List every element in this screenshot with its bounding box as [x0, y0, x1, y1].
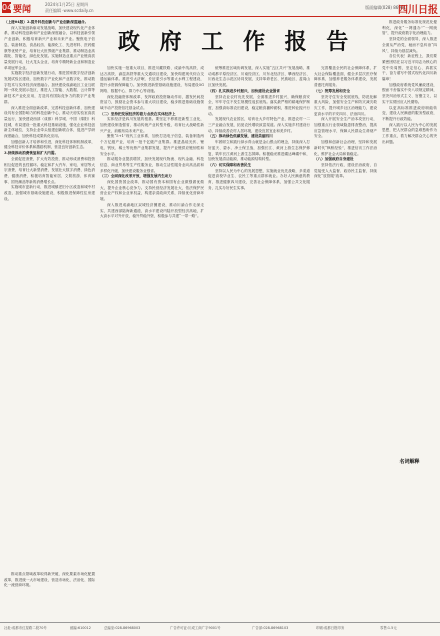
paragraph: 坚持以人民为中心的发展思想，实施就业优先战略，多渠道促进高校毕业生、农民工等重点群体就业。办好人民满意的教育，推进健康四川建设，完善社会保障体系，加强公共文化服务，扎实办好民生实事。 — [208, 168, 310, 190]
paragraph: 推动重点领域改革取得新突破，深化要素市场化配置改革，推进统一大市场建设，营造市场化、法治化、国际化一流营商环境。 — [4, 572, 95, 588]
paragraph: 聚焦“5+1”现代工业体系，加快打造电子信息、装备制造两个万亿级产业，培育一批千亿级产业集群。推进晶硅光伏、锂电、钒钛、稀土等优势产业集群发展，提升产业链供应链韧性和安全水平。 — [100, 134, 204, 156]
paragraph: 发展现代农业园区，培育壮大乡村特色产业，推进农村一二三产业融合发展，拓宽农民增收致富渠道。深入实施乡村建设行动，持续改善农村人居环境，建设宜居宜业和美乡村。 — [208, 117, 310, 133]
paragraph: 推进政务服务标准化规范化便利化，深化“一网通办”“一网统管”，提升政府数字化治理能力。 — [382, 20, 437, 36]
section-heading: （三）全面深化改革开放，增强发展内生动力 — [100, 174, 172, 179]
paragraph: 深入推进成渝地区双城经济圈建设，推动川渝合作走深走实，共建西部陆海新通道，高水平建设内陆开放型经济高地，扩大高水平对外开放，稳外贸稳外资，积极参与共建“一带一路”。 — [100, 202, 204, 219]
article-column-4 — [314, 66, 377, 609]
section-heading: （上接04版）2.提升科技创新与产业创新深度融合。 — [4, 20, 89, 24]
paragraph: 深化国资国企改革，推动国有资本和国有企业做强做优做大，提升企业核心竞争力。支持民营经济发展壮大，依法保护民营企业产权和企业家权益，构建亲清政商关系，持续优化营商环境。 — [100, 180, 204, 202]
footer-price: 零售:1.5元 — [380, 626, 397, 630]
section-heading: （八）加强政府自身建设 — [314, 157, 354, 162]
paragraph: 坚持依法行政，建设法治政府，自觉接受人大监督、政协民主监督，持续深化“放管服”改革。 — [314, 162, 377, 179]
section-brand: 要闻 — [13, 5, 32, 15]
paragraph: 以更高标准推进政府职能转变，建设人民满意的服务型政府，不断提升行政效能。 — [382, 105, 437, 121]
page-number: 04 — [2, 3, 13, 12]
footer-address: 社址:成都市红星路二段70号 — [4, 626, 47, 630]
section-heading: （五）推动绿色低碳发展，建设美丽四川 — [208, 134, 273, 139]
paragraph: 完善覆盖全民的社会保障体系，扩大社会保险覆盖面，健全多层次医疗保障体系，加强养老服务体系建设，发展普惠托育服务。 — [314, 66, 377, 88]
paragraph: 加强政府系统党风廉政建设，锲而不舍落实中央八项规定精神，坚决纠治形式主义、官僚主义，以实干实绩回应人民期待。 — [382, 82, 437, 104]
paragraph: 推动服务业提质增效，加快发展现代物流、现代金融、科技信息、商业贸易等生产性服务业，推动生活性服务业向高品质和多样化升级，加快建设服务业强省。 — [100, 157, 204, 173]
paragraph: 深入践行以人民为中心的发展思想，把人民群众的急难愁盼作为工作重点，着力解决群众关心的突出问题。 — [382, 122, 437, 144]
paragraph: 加强创新人才培养和引进，深化科技体制机制改革，健全科技评价体系和激励机制，营造良好创新生态。 — [4, 139, 95, 150]
footer-ad-phone: 广告部:028-86968103 — [252, 626, 289, 630]
paragraph: 全面促进消费，扩大有效投资，推动形成消费和投资相互促进的良性循环。稳定和扩大汽车、家电、家居等大宗消费，培育壮大新型消费，发展壮大数字消费、绿色消费、健康消费，积极培育智能家居、文娱旅游、体育赛事、国货潮品等新的消费增长点。 — [4, 156, 95, 184]
glossary-heading-mid: 名词解释 — [399, 459, 420, 465]
section-heading: （二）坚持把发展经济的着力点放在实体经济上 — [100, 111, 176, 116]
editor-line: 责任编辑 ·www.scdaily.cn — [45, 8, 94, 13]
paragraph: 实体经济是四川发展的根基。要坚定不移推进新型工业化，加快建设制造强省，推动传统产业转型升级，培育壮大战略性新兴产业，前瞻布局未来产业。 — [100, 117, 204, 133]
article-column-1 — [4, 20, 95, 566]
date-line: 2024年1月25日 星期四 — [45, 2, 89, 7]
header-rule — [0, 16, 440, 17]
section-heading: （七）统筹发展和安全 — [314, 88, 350, 93]
article-column-1-bottom — [4, 572, 95, 609]
paragraph: 牢固树立和践行绿水青山就是金山银山的理念，持续深入打好蓝天、碧水、净土保卫战，加强长江、黄河上游生态保护修复，筑牢长江黄河上游生态屏障。积极稳妥推进碳达峰碳中和，加快发展清洁能源，推动能源结构转型。 — [208, 140, 310, 162]
article-column-3 — [208, 66, 310, 609]
paragraph: 实施城市更新行动，推进城镇老旧小区改造和城中村改造，加强城市基础设施建设，积极推进保障性住房建设。 — [4, 185, 95, 201]
paragraph: 深化投融资体制改革，发挥政府投资撬动作用，激发民间投资活力，鼓励社会资本参与重大项目建设，稳步推进基础设施领域不动产投资信托基金试点。 — [100, 94, 204, 110]
footer-editorial-phone: 总编室:028-86968003 — [104, 626, 141, 630]
footer-printer: 印刷:成都日报印务 — [316, 626, 345, 630]
paragraph: 深入开展安全生产治本攻坚行动，加强重点行业领域隐患排查整治，提高应急管理水平，保障人民群众生命财产安全。 — [314, 117, 377, 139]
paragraph: 坚持农业农村优先发展，全面推进乡村振兴，确保粮食安全，牢牢守住不发生规模性返贫底线。落实最严格的耕地保护制度，加强高标准农田建设，稳定粮食播种面积，推进种业振兴行动。 — [208, 94, 310, 116]
article-column-5 — [382, 20, 437, 604]
paragraph: 统筹推进区域协调发展，深入实施“五区共兴”发展战略，推动成都平原经济区、川南经济区、川东北经济区、攀西经济区、川西北生态示范区协同发展，支持革命老区、民族地区、盆周山区加快发展。 — [208, 66, 310, 88]
paragraph: 坚持党的全面领导，深入推进全面从严治党，驰而不息纠治“四风”，持续为基层减负。 — [382, 37, 437, 53]
footer-ad-license: 广告许可证:川成工商广字9001号 — [170, 626, 221, 630]
section-heading: （六）切实保障和改善民生 — [208, 162, 252, 167]
page-title: 政 府 工 作 报 告 — [118, 29, 355, 55]
article-column-2 — [100, 66, 204, 609]
paragraph: 实施数字经济创新发展行动，推进国家数字经济创新发展试验区建设，加快数字产业化和产业数字化，推动数字技术与实体经济深度融合。加快建设成渝地区工业互联网一体化发展示范区，推进人工智能、大数据、云计算等新技术产业化应用，打造具有国际竞争力的数字产业集群。 — [4, 71, 95, 104]
paragraph: 深入实施创新驱动发展战略，加快建设现代化产业体系，推动科技创新和产业创新深度融合，以科技创新引领产业创新，积极培育新兴产业和未来产业。聚焦电子信息、装备制造、食品轻纺、能源化工、先进材料、医药健康等优势产业，培育壮大世界级产业集群，推动制造业高端化、智能化、绿色化发展。实施制造业重点产业链高质量发展行动，壮大龙头企业，培育专精特新企业和制造业单项冠军企业。 — [4, 25, 95, 70]
page-footer — [0, 622, 440, 636]
paragraph: 加快实施一批重大项目，推进川藏铁路、成渝中线高铁、成达万高铁、渝昆高铁等重大交通项目建设，加快构建现代综合交通运输体系。推进引大济岷、长征渠引水等重大水利工程建设，提升水资源保障能力。加快推进新型基础设施建设，布局建设5G网络、数据中心、算力中心等设施。 — [100, 66, 204, 93]
section-heading: （四）扎实推进乡村振兴，加快建设农业强省 — [208, 88, 280, 93]
masthead-logo: 四川日报 — [398, 5, 438, 16]
section-heading: 3.持续推动消费恢复和扩大内需。 — [4, 151, 59, 156]
paragraph: 各位代表！新征程上，我们要紧密团结在以习近平同志为核心的党中央周围，坚定信心、真抓实干，奋力谱写中国式现代化四川新篇章！ — [382, 54, 437, 82]
paragraph: 深入推进全面创新改革，完善科技创新体系，加快建设具有全国影响力的科技创新中心，推动天府实验室高质量运行，加快建设西部（成都）科学城、中国（绵阳）科技城，布局建设一批重大科技基础设施，强化企业科技创新主体地位，支持企业牵头组建创新联合体，促进产学研深度融合，加快科技成果转化应用。 — [4, 105, 95, 139]
footer-postcode: 邮编:610012 — [70, 626, 91, 630]
header-right-info: 版面编辑(028) 86961 — [365, 5, 406, 10]
paragraph: 坚决守住安全发展底线，防范化解重大风险，加强安全生产和防灾减灾救灾工作，提升城乡社区治理能力，建设更高水平的平安四川、法治四川。 — [314, 94, 377, 116]
paragraph: 加强和创新社会治理，坚持和发展新时代“枫桥经验”，推进信访工作法治化，维护社会大局和谐稳定。 — [314, 140, 377, 156]
